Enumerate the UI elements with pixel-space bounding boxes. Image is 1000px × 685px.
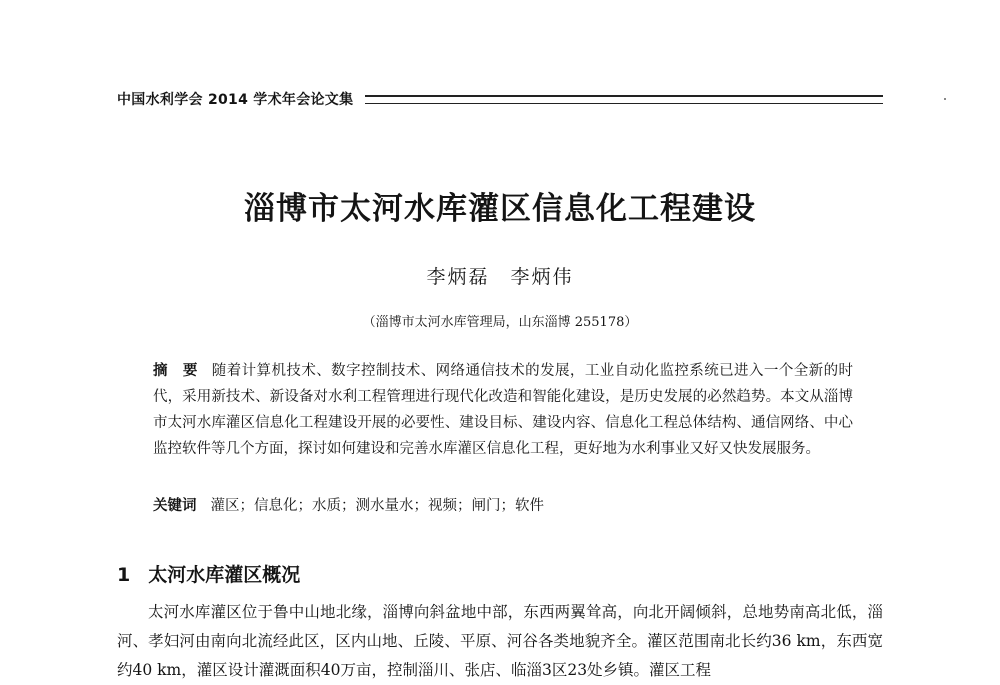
keywords-label: 关键词 <box>153 498 197 514</box>
section-heading <box>117 560 300 587</box>
abstract-label: 摘 要 <box>153 363 198 379</box>
scan-mark <box>944 98 946 100</box>
keywords-text: 灌区；信息化；水质；测水量水；视频；闸门；软件 <box>210 498 544 514</box>
keywords <box>153 494 544 515</box>
abstract-text: 随着计算机技术、数字控制技术、网络通信技术的发展，工业自动化监控系统已进入一个全新的时代，采用新技术、新设备对水利工程管理进行现代化改造和智能化建设，是历史发展的必然趋势。本文从淄博市太河水库灌区信息化工程建设开展的必要性、建设目标、建设内容、信息化工程总体结构、通信网络、中心监控软件等几个方面，探讨如何建设和完善水库灌区信息化工程，更好地为水利事业又好又快发展服务。 <box>153 363 854 457</box>
abstract <box>153 358 853 462</box>
header-rule <box>365 95 883 104</box>
header-text: 中国水利学会 2014 学术年会论文集 <box>117 89 359 109</box>
section-title: 太河水库灌区概况 <box>148 564 301 586</box>
paper-title: 淄博市太河水库灌区信息化工程建设 <box>244 191 756 227</box>
authors: 李炳磊 李炳伟 <box>426 266 574 288</box>
section-number: 1 <box>117 564 131 586</box>
affiliation: （淄博市太河水库管理局，山东淄博 255178） <box>362 315 638 330</box>
running-header <box>117 88 883 110</box>
section-body: 太河水库灌区位于鲁中山地北缘，淄博向斜盆地中部，东西两翼耸高，向北开阔倾斜，总地势南高北低，淄河、孝妇河由南向北流经此区，区内山地、丘陵、平原、河谷各类地貌齐全。灌区范围南北长约36 km，东西宽约40 km，灌区设计灌溉面积40万亩，控制淄川、张店、临淄3区23处乡镇。灌区工程 <box>117 603 883 679</box>
